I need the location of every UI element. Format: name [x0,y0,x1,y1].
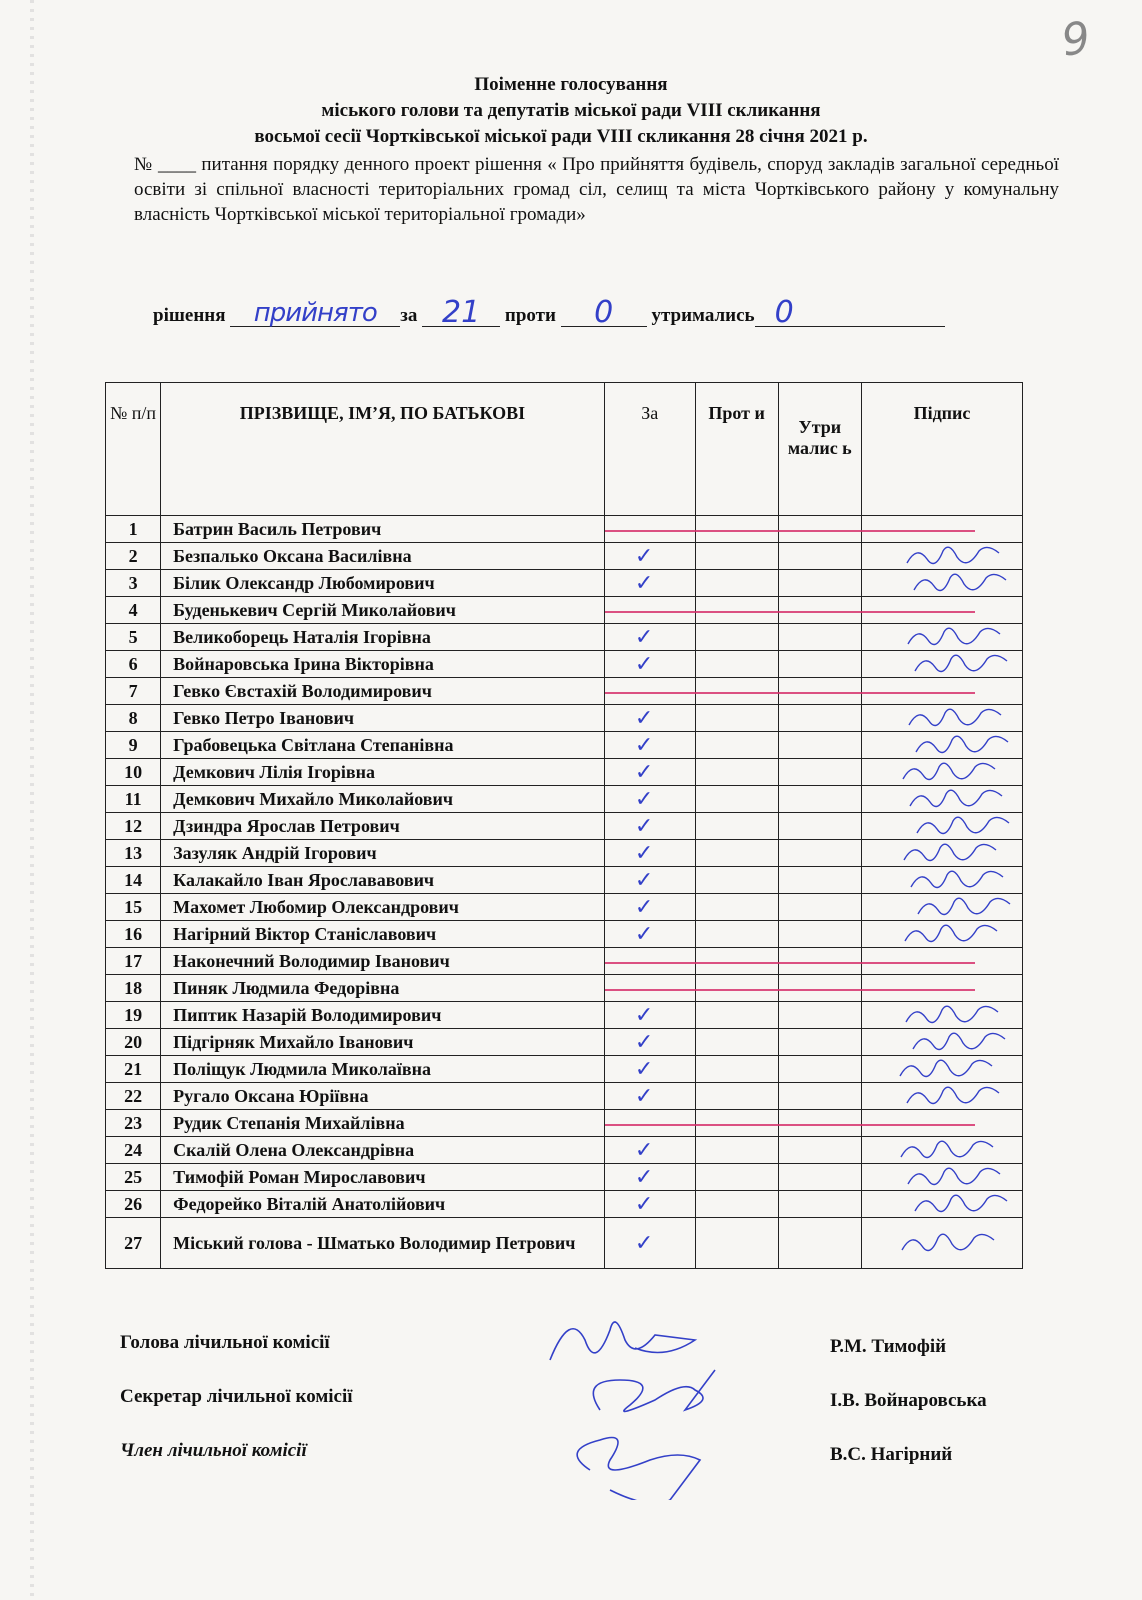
row-vote-abstained [778,894,861,921]
row-number: 14 [106,867,161,894]
row-name: Великоборець Наталія Ігорівна [161,624,605,651]
row-vote-for [604,624,695,651]
handwritten-signature [892,1137,1022,1163]
table-row [106,840,1023,867]
row-number: 5 [106,624,161,651]
table-row [106,597,1023,624]
table-row [106,651,1023,678]
abstained-label: утримались [651,305,755,326]
check-mark: ✓ [634,1083,654,1108]
table-row [106,759,1023,786]
row-name: Підгірняк Михайло Іванович [161,1029,605,1056]
row-vote-for [604,840,695,867]
doc-subtitle: міського голови та депутатів міської ради VIII скликання [321,100,821,121]
row-name: Наконечний Володимир Іванович [161,948,605,975]
row-signature [862,678,1023,705]
handwritten-signature [892,1056,1022,1082]
row-vote-abstained [778,1029,861,1056]
row-name: Скалій Олена Олександрівна [161,1137,605,1164]
row-name: Ругало Оксана Юріївна [161,1083,605,1110]
handwritten-signature [892,1191,1022,1217]
row-number: 22 [106,1083,161,1110]
row-name: Пиптик Назарій Володимирович [161,1002,605,1029]
table-row [106,624,1023,651]
scan-edge-artifact [30,0,34,1600]
handwritten-signature [892,867,1022,893]
check-mark: ✓ [634,1164,654,1189]
row-vote-abstained [778,840,861,867]
row-number: 27 [106,1218,161,1269]
col-against-header: Прот и [695,383,778,516]
against-value: 0 [594,295,614,330]
row-vote-against [695,975,778,1002]
row-signature [862,597,1023,624]
vote-table [105,382,1023,1269]
row-vote-for [604,813,695,840]
table-row [106,786,1023,813]
row-vote-against [695,894,778,921]
row-name: Буденькевич Сергій Миколайович [161,597,605,624]
row-signature [862,570,1023,597]
row-vote-for [604,867,695,894]
row-name: Білик Олександр Любомирович [161,570,605,597]
table-row [106,1110,1023,1137]
row-signature [862,1083,1023,1110]
row-name: Зазуляк Андрій Ігорович [161,840,605,867]
row-signature [862,894,1023,921]
table-row [106,975,1023,1002]
row-vote-against [695,759,778,786]
row-vote-against [695,1029,778,1056]
col-name-header: ПРІЗВИЩЕ, ІМ’Я, ПО БАТЬКОВІ [161,383,605,516]
handwritten-signature [892,759,1022,785]
row-name: Поліщук Людмила Миколаївна [161,1056,605,1083]
row-signature [862,732,1023,759]
row-number: 12 [106,813,161,840]
check-mark: ✓ [634,1191,654,1216]
abstained-value: 0 [774,295,794,330]
row-number: 3 [106,570,161,597]
table-row [106,921,1023,948]
row-vote-abstained [778,543,861,570]
decision-value-field [230,300,400,327]
check-mark: ✓ [634,1137,654,1162]
check-mark: ✓ [634,786,654,811]
row-vote-for [604,1218,695,1269]
handwritten-signature [892,1164,1022,1190]
row-vote-abstained [778,813,861,840]
row-signature [862,813,1023,840]
row-vote-abstained [778,1218,861,1269]
secretary-signature [593,1370,715,1411]
check-mark: ✓ [634,543,654,568]
row-vote-for [604,1056,695,1083]
row-name: Рудик Степанія Михайлівна [161,1110,605,1137]
table-row [106,678,1023,705]
row-signature [862,705,1023,732]
table-row [106,516,1023,543]
handwritten-signature [892,624,1022,650]
row-vote-against [695,597,778,624]
row-name: Нагірний Віктор Станіславович [161,921,605,948]
for-value-field [422,295,500,330]
row-number: 20 [106,1029,161,1056]
check-mark: ✓ [634,705,654,730]
row-number: 23 [106,1110,161,1137]
row-vote-against [695,813,778,840]
vote-table-body [106,516,1023,1269]
decision-line [153,295,945,330]
check-mark: ✓ [634,759,654,784]
row-number: 2 [106,543,161,570]
row-vote-against [695,1002,778,1029]
row-name: Махомет Любомир Олександрович [161,894,605,921]
row-vote-abstained [778,570,861,597]
row-vote-against [695,543,778,570]
row-vote-for [604,894,695,921]
row-name: Демкович Лілія Ігорівна [161,759,605,786]
row-signature [862,1056,1023,1083]
row-signature [862,1137,1023,1164]
row-vote-abstained [778,1164,861,1191]
check-mark: ✓ [634,570,654,595]
page-number: 9 [1058,12,1094,67]
row-vote-for [604,705,695,732]
row-vote-for [604,1191,695,1218]
row-name: Войнаровська Ірина Вікторівна [161,651,605,678]
handwritten-signature [892,786,1022,812]
row-vote-abstained [778,975,861,1002]
table-row [106,1056,1023,1083]
row-number: 8 [106,705,161,732]
row-number: 1 [106,516,161,543]
chair-name: Р.М. Тимофій [830,1336,947,1357]
row-name: Тимофій Роман Мирославович [161,1164,605,1191]
table-row [106,894,1023,921]
handwritten-signature [892,1002,1022,1028]
check-mark: ✓ [634,1056,654,1081]
row-vote-abstained [778,705,861,732]
row-name: Дзиндра Ярослав Петрович [161,813,605,840]
row-vote-abstained [778,1056,861,1083]
handwritten-signature [892,1083,1022,1109]
row-vote-abstained [778,732,861,759]
question-body: питання порядку денного проект рішення « Про прийняття будівель, споруд закладів загальної середньої освіти зі спільної власності територіальних громад сіл, селищ та міста Чортківського району у комунальну власність Чортківської міської територіальної громади» [134,154,1059,225]
row-signature [862,1110,1023,1137]
row-vote-for [604,921,695,948]
row-number: 25 [106,1164,161,1191]
row-number: 19 [106,1002,161,1029]
for-label: за [400,305,418,326]
row-vote-abstained [778,1191,861,1218]
row-vote-abstained [778,516,861,543]
row-vote-abstained [778,948,861,975]
row-vote-for [604,570,695,597]
row-signature [862,921,1023,948]
handwritten-signature [892,840,1022,866]
row-vote-abstained [778,1137,861,1164]
row-vote-against [695,840,778,867]
row-signature [862,840,1023,867]
member-role: Член лічильної комісії [120,1440,307,1461]
table-row [106,705,1023,732]
row-vote-against [695,1191,778,1218]
row-signature [862,975,1023,1002]
row-vote-against [695,570,778,597]
row-name: Калакайло Іван Ярослававович [161,867,605,894]
decision-label: рішення [153,305,226,326]
vote-table-header [106,383,1023,516]
col-num-header: № п/п [106,383,161,516]
table-row [106,1218,1023,1269]
check-mark: ✓ [634,813,654,838]
against-label: проти [504,305,556,326]
row-signature [862,651,1023,678]
table-row [106,867,1023,894]
table-row [106,1002,1023,1029]
row-vote-for [604,543,695,570]
row-vote-abstained [778,867,861,894]
row-signature [862,624,1023,651]
row-vote-against [695,867,778,894]
row-vote-for [604,975,695,1002]
row-vote-for [604,516,695,543]
row-signature [862,759,1023,786]
row-vote-against [695,921,778,948]
row-vote-for [604,1137,695,1164]
handwritten-signature [892,921,1022,947]
secretary-name: І.В. Войнаровська [830,1390,987,1411]
row-number: 4 [106,597,161,624]
check-mark: ✓ [634,1029,654,1054]
row-vote-against [695,1083,778,1110]
row-vote-for [604,1083,695,1110]
member-name: В.С. Нагірний [830,1444,953,1465]
handwritten-signature [892,1230,1022,1256]
row-vote-against [695,1218,778,1269]
row-vote-abstained [778,1083,861,1110]
check-mark: ✓ [634,894,654,919]
col-signature-header: Підпис [862,383,1023,516]
row-number: 7 [106,678,161,705]
row-vote-for [604,759,695,786]
doc-title: Поіменне голосування [474,74,668,95]
row-number: 26 [106,1191,161,1218]
row-vote-against [695,948,778,975]
session-line: восьмої сесії Чортківської міської ради VIII скликання 28 січня 2021 р. [254,126,868,147]
handwritten-signature [892,732,1022,758]
row-signature [862,1002,1023,1029]
handwritten-signature [892,1029,1022,1055]
row-number: 16 [106,921,161,948]
row-name: Демкович Михайло Миколайович [161,786,605,813]
row-signature [862,1191,1023,1218]
table-row [106,1137,1023,1164]
row-name: Міський голова - Шматько Володимир Петрович [161,1218,605,1269]
row-vote-against [695,624,778,651]
row-vote-abstained [778,678,861,705]
row-name: Грабовецька Світлана Степанівна [161,732,605,759]
against-value-field [561,295,647,330]
table-row [106,732,1023,759]
row-vote-abstained [778,624,861,651]
check-mark: ✓ [634,732,654,757]
row-signature [862,1164,1023,1191]
commission-signatures [540,1300,780,1500]
row-signature [862,1218,1023,1269]
table-row [106,813,1023,840]
secretary-role: Секретар лічильної комісії [120,1386,353,1407]
row-vote-against [695,732,778,759]
row-vote-against [695,651,778,678]
row-signature [862,1029,1023,1056]
table-row [106,570,1023,597]
check-mark: ✓ [634,651,654,676]
row-vote-against [695,786,778,813]
row-vote-against [695,1056,778,1083]
row-signature [862,516,1023,543]
handwritten-signature [892,894,1022,920]
row-vote-for [604,651,695,678]
row-number: 15 [106,894,161,921]
row-signature [862,867,1023,894]
row-number: 13 [106,840,161,867]
table-row [106,1029,1023,1056]
row-vote-for [604,1002,695,1029]
row-vote-against [695,1164,778,1191]
row-name: Гевко Петро Іванович [161,705,605,732]
row-vote-for [604,1110,695,1137]
row-vote-against [695,705,778,732]
row-number: 21 [106,1056,161,1083]
row-vote-for [604,786,695,813]
row-number: 17 [106,948,161,975]
table-row [106,1191,1023,1218]
handwritten-signature [892,705,1022,731]
row-vote-for [604,597,695,624]
row-vote-abstained [778,1002,861,1029]
chair-role: Голова лічильної комісії [120,1332,330,1353]
handwritten-signature [892,651,1022,677]
row-vote-abstained [778,597,861,624]
row-vote-for [604,948,695,975]
row-vote-against [695,678,778,705]
table-row [106,948,1023,975]
row-name: Пиняк Людмила Федорівна [161,975,605,1002]
row-name: Безпалько Оксана Василівна [161,543,605,570]
table-row [106,1083,1023,1110]
check-mark: ✓ [634,1002,654,1027]
row-number: 18 [106,975,161,1002]
row-number: 24 [106,1137,161,1164]
handwritten-signature [892,570,1022,596]
row-vote-abstained [778,651,861,678]
check-mark: ✓ [634,624,654,649]
handwritten-signature [892,543,1022,569]
check-mark: ✓ [634,867,654,892]
row-number: 11 [106,786,161,813]
check-mark: ✓ [634,921,654,946]
row-vote-for [604,1029,695,1056]
row-name: Батрин Василь Петрович [161,516,605,543]
row-vote-abstained [778,1110,861,1137]
row-vote-abstained [778,759,861,786]
row-name: Гевко Євстахій Володимирович [161,678,605,705]
col-for-header: За [604,383,695,516]
row-vote-for [604,678,695,705]
check-mark: ✓ [634,1230,654,1255]
row-vote-abstained [778,921,861,948]
row-vote-against [695,1110,778,1137]
check-mark: ✓ [634,840,654,865]
row-vote-for [604,1164,695,1191]
handwritten-signature [892,813,1022,839]
row-number: 9 [106,732,161,759]
decision-value: прийнято [253,298,377,328]
abstained-value-field [755,295,945,330]
row-number: 10 [106,759,161,786]
row-signature [862,786,1023,813]
row-signature [862,543,1023,570]
for-value: 21 [442,295,481,330]
col-abstained-header: Утри малис ь [778,383,861,516]
table-row [106,1164,1023,1191]
row-vote-for [604,732,695,759]
row-vote-against [695,516,778,543]
member-signature [577,1438,700,1501]
chair-signature [550,1322,695,1360]
row-signature [862,948,1023,975]
table-row [106,543,1023,570]
row-number: 6 [106,651,161,678]
row-name: Федорейко Віталій Анатолійович [161,1191,605,1218]
row-vote-abstained [778,786,861,813]
question-number: № ____ [134,154,197,175]
question-text [134,152,1059,227]
row-vote-against [695,1137,778,1164]
